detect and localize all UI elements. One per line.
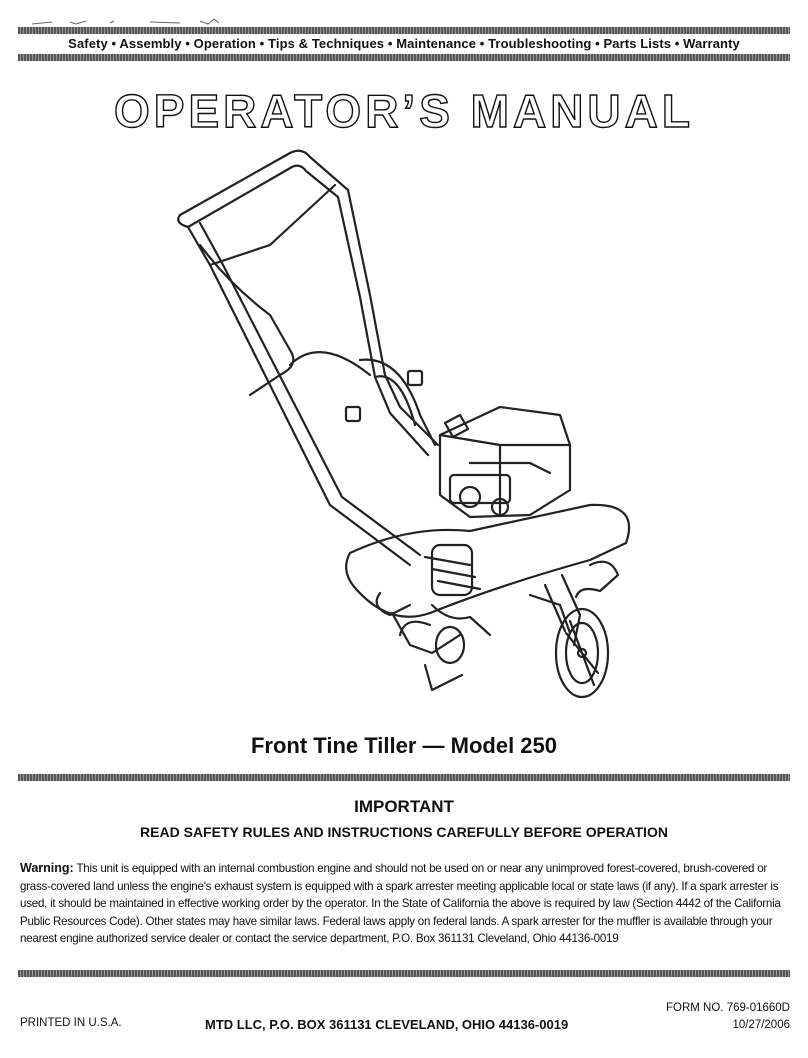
handwritten-mark (30, 14, 270, 28)
header-rule (18, 54, 790, 61)
important-heading: IMPORTANT (354, 797, 454, 816)
warning-label: Warning: (20, 861, 74, 875)
form-date: 10/27/2006 (732, 1019, 790, 1031)
read-rules-heading: READ SAFETY RULES AND INSTRUCTIONS CAREFULLY BEFORE OPERATION (140, 824, 668, 840)
front-tine-tiller-illustration (170, 145, 640, 705)
warning-text: This unit is equipped with an internal combustion engine and should not be used on or near any unimproved forest-covered, brush-covered or grass-covered land unless the engine's exhaust system is equipped with a spark arrester meeting applicable local or state laws (if any). If a spark arrester is used, it should be maintained in effective working order by the operator. In the State of California the above is required by law (Section 4442 of the California Public Resources Code). Other states may have similar laws. Federal laws apply on federal lands. A spark arrester for the muffler is available through your nearest engine authorized service dealer or contact the service department, P.O. Box 361131 Cleveland, Ohio 44136-0019 (20, 862, 781, 945)
form-number: FORM NO. 769-01660D (666, 1002, 790, 1014)
mid-rule (18, 774, 790, 781)
manual-title: OPERATOR’S MANUAL (114, 85, 694, 137)
printed-in: PRINTED IN U.S.A. (20, 1017, 122, 1029)
model-title: Front Tine Tiller — Model 250 (250, 733, 558, 758)
company-address: MTD LLC, P.O. BOX 361131 CLEVELAND, OHIO 44136-0019 (205, 1017, 569, 1032)
top-rule (18, 27, 790, 34)
section-list: Safety • Assembly • Operation • Tips & Techniques • Maintenance • Troubleshooting • Parts Lists • Warranty (68, 35, 740, 51)
form-info (666, 1000, 790, 1034)
bottom-rule (18, 970, 790, 977)
warning-paragraph (20, 860, 790, 948)
